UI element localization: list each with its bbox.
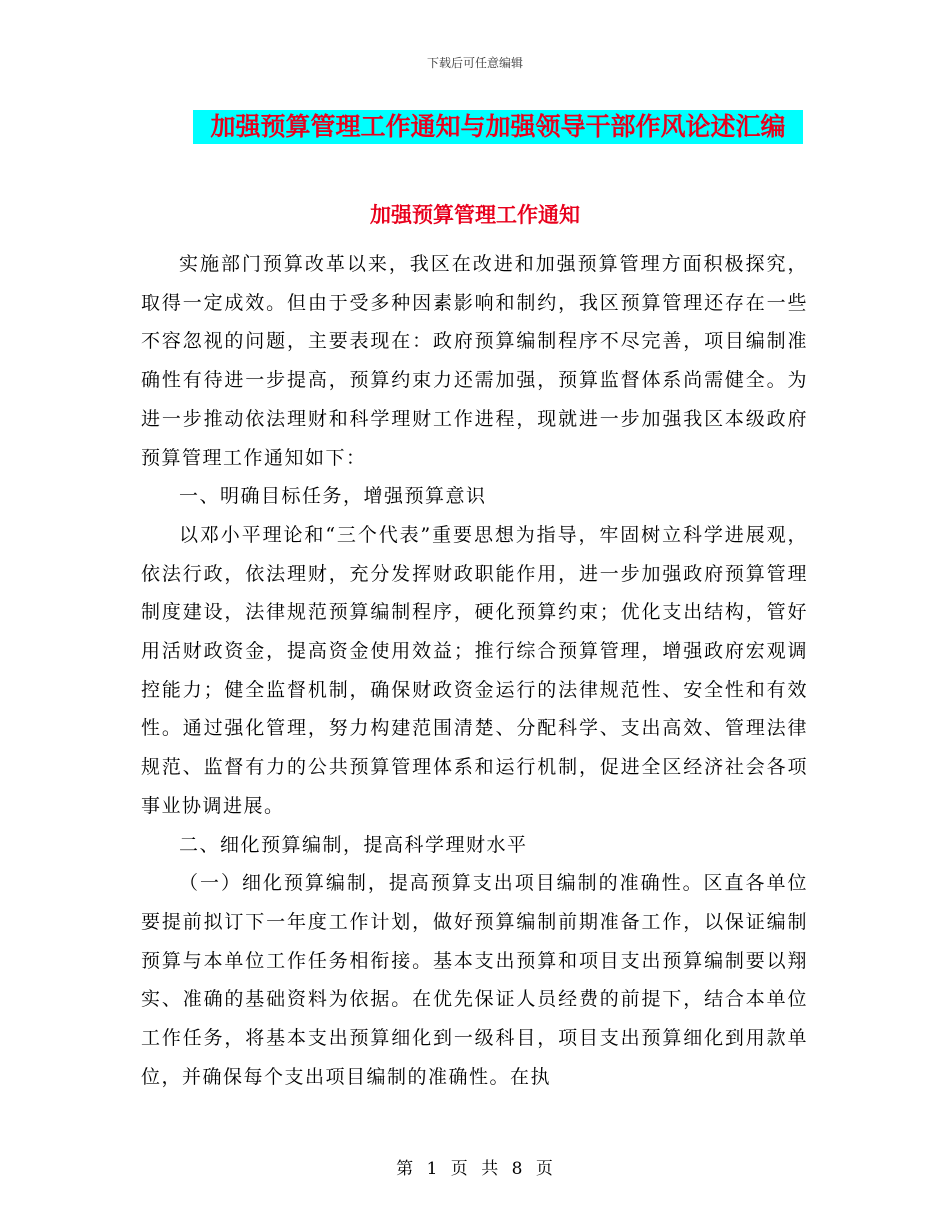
body-text [141, 245, 808, 1096]
document-title: 加强预算管理工作通知与加强领导干部作风论述汇编 [193, 110, 803, 144]
heading-one: 一、明确目标任务，增强预算意识 [179, 485, 487, 508]
heading-two: 二、细化预算编制，提高科学理财水平 [179, 833, 528, 856]
paragraph-goals: 以邓小平理论和“三个代表”重要思想为指导，牢固树立科学进展观，依法行政，依法理财，充分发挥财政职能作用，进一步加强政府预算管理制度建设，法律规范预算编制程序，硬化预算约束；优化支出结构，管好用活财政资金，提高资金使用效益；推行综合预算管理，增强政府宏观调控能力；健全监督机制，确保财政资金运行的法律规范性、安全性和有效性。通过强化管理，努力构建范围清楚、分配科学、支出高效、管理法律规范、监督有力的公共预算管理体系和运行机制，促进全区经济社会各项事业协调进展。 [141, 523, 808, 817]
paragraph-budget-detail: （一）细化预算编制，提高预算支出项目编制的准确性。区直各单位要提前拟订下一年度工作计划，做好预算编制前期准备工作，以保证编制预算与本单位工作任务相衔接。基本支出预算和项目支出预算编制要以翔实、准确的基础资料为依据。在优先保证人员经费的前提下，结合本单位工作任务，将基本支出预算细化到一级科目，项目支出预算细化到用款单位，并确保每个支出项目编制的准确性。在执 [141, 872, 808, 1088]
section-title: 加强预算管理工作通知 [370, 202, 580, 227]
header-note: 下载后可任意编辑 [426, 56, 523, 70]
page-footer: 第 1 页 共 8 页 [396, 1159, 554, 1179]
paragraph-intro: 实施部门预算改革以来，我区在改进和加强预算管理方面积极探究，取得一定成效。但由于受多种因素影响和制约，我区预算管理还存在一些不容忽视的问题，主要表现在：政府预算编制程序不尽完善，项目编制准确性有待进一步提高，预算约束力还需加强，预算监督体系尚需健全。为进一步推动依法理财和科学理财工作进程，现就进一步加强我区本级政府预算管理工作通知如下： [141, 253, 808, 469]
